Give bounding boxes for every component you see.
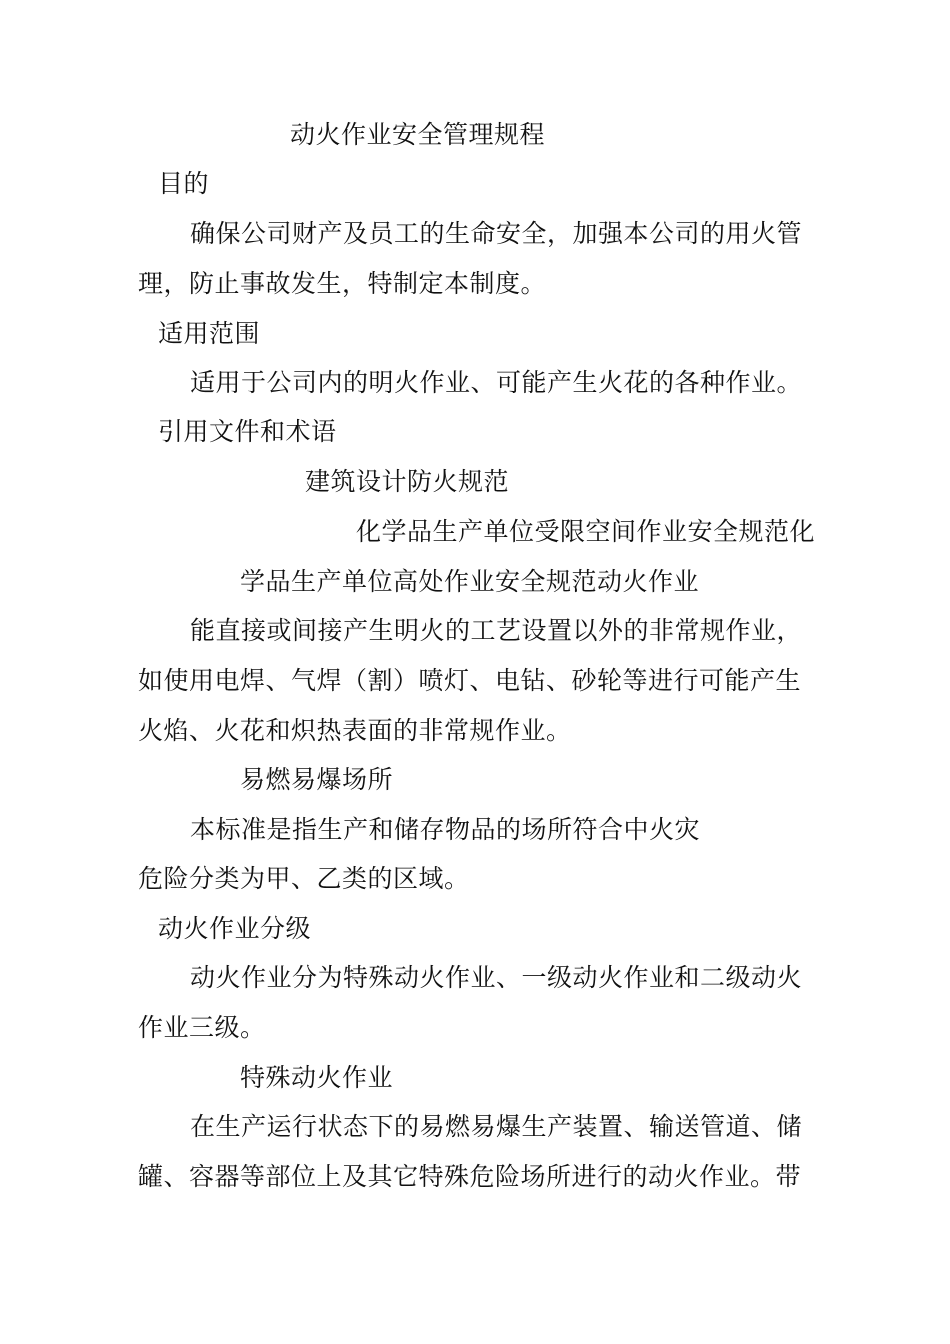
section-heading-purpose: 目的: [158, 169, 210, 198]
document-title: 动火作业安全管理规程: [290, 120, 546, 149]
reference-item: 学品生产单位高处作业安全规范动火作业: [240, 567, 700, 596]
subheading-flammable-places: 易燃易爆场所: [240, 765, 394, 794]
paragraph-line: 在生产运行状态下的易燃易爆生产装置、输送管道、储: [190, 1112, 803, 1141]
paragraph-line: 能直接或间接产生明火的工艺设置以外的非常规作业，: [190, 616, 803, 645]
subheading-special-hot-work: 特殊动火作业: [240, 1063, 394, 1092]
section-heading-scope: 适用范围: [158, 319, 261, 348]
reference-item: 化学品生产单位受限空间作业安全规范化: [356, 517, 816, 546]
section-heading-classification: 动火作业分级: [158, 914, 312, 943]
reference-item: 建筑设计防火规范: [305, 467, 510, 496]
paragraph-line: 本标准是指生产和储存物品的场所符合中火灾: [190, 815, 701, 844]
section-heading-references: 引用文件和术语: [158, 417, 337, 446]
paragraph-line: 作业三级。: [138, 1013, 266, 1042]
paragraph-line: 危险分类为甲、乙类的区域。: [138, 864, 470, 893]
paragraph-line: 如使用电焊、气焊（割）喷灯、电钻、砂轮等进行可能产生: [138, 666, 802, 695]
paragraph-line: 理，防止事故发生，特制定本制度。: [138, 269, 547, 298]
paragraph-line: 确保公司财产及员工的生命安全，加强本公司的用火管: [190, 219, 803, 248]
paragraph-line: 动火作业分为特殊动火作业、一级动火作业和二级动火: [190, 963, 803, 992]
paragraph-line: 火焰、火花和炽热表面的非常规作业。: [138, 716, 572, 745]
paragraph-line: 罐、容器等部位上及其它特殊危险场所进行的动火作业。带: [138, 1162, 802, 1191]
paragraph-line: 适用于公司内的明火作业、可能产生火花的各种作业。: [190, 368, 803, 397]
